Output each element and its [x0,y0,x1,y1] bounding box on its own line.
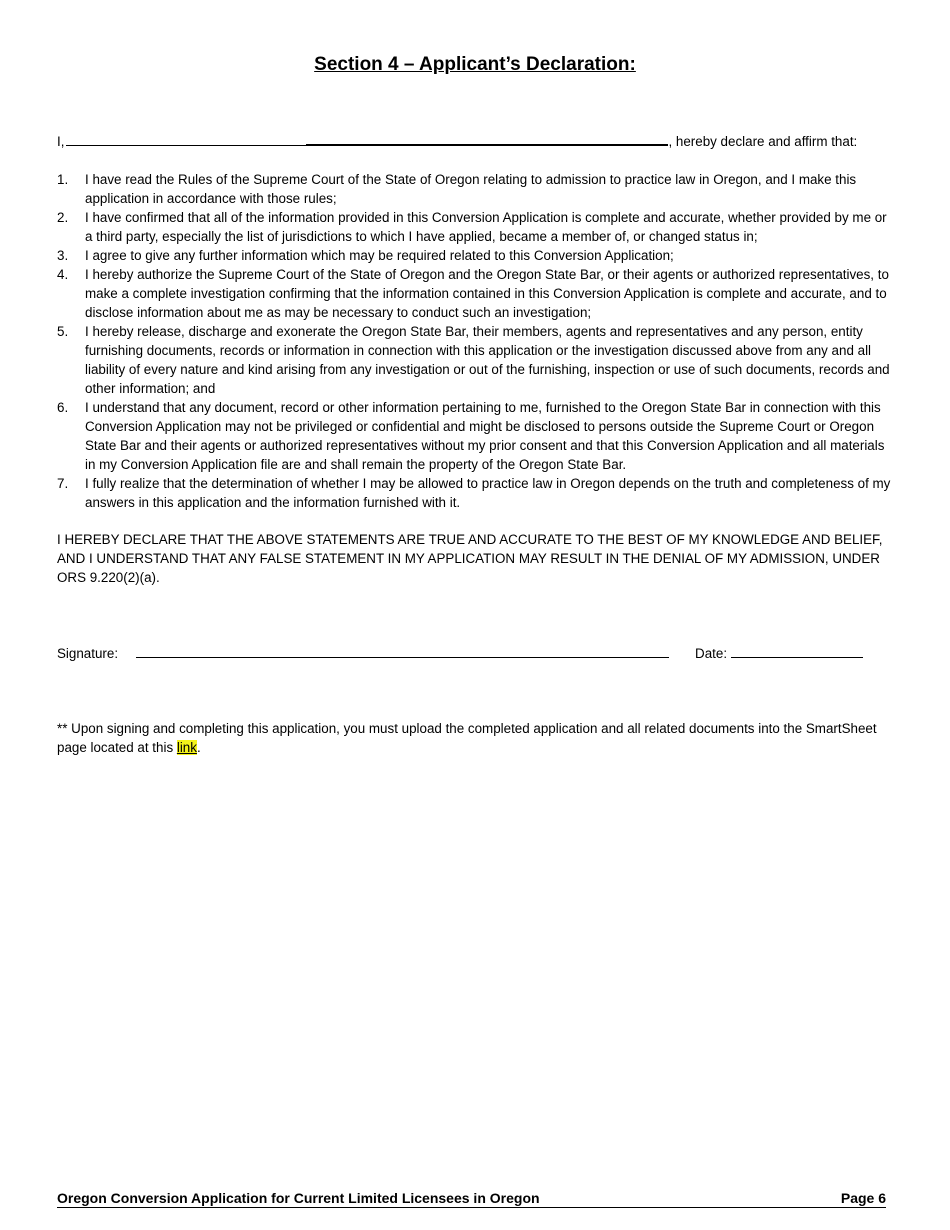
list-number: 5. [57,324,69,339]
declaration-line [57,132,892,151]
list-number: 4. [57,267,69,282]
declaration-list [57,170,893,512]
list-text: I have read the Rules of the Supreme Court of the State of Oregon relating to admission to practice law in Oregon, and I make this application in accordance with those rules; [85,172,857,206]
declaration-prefix: I, [57,134,65,149]
note-text: ** Upon signing and completing this application, you must upload the completed application and all related documents into the SmartSheet page located at this [57,721,877,755]
upload-note [57,719,887,757]
list-number: 7. [57,476,69,491]
page-footer [57,1189,886,1208]
list-item [57,170,893,208]
list-text: I fully realize that the determination of whether I may be allowed to practice law in Oregon depends on the truth and completeness of my answers in this application and the information furnished with it. [85,476,891,510]
section-title: Section 4 – Applicant’s Declaration: [314,54,636,75]
list-item [57,322,893,398]
list-item [57,208,893,246]
declaration-suffix: , hereby declare and affirm that: [668,134,858,149]
footer-title: Oregon Conversion Application for Current Limited Licensees in Oregon [57,1190,540,1206]
signature-row [57,644,887,663]
list-text: I hereby authorize the Supreme Court of the State of Oregon and the Oregon State Bar, or their agents or authorized representatives, to make a complete investigation confirming that the information contained in this Conversion Application is complete and accurate, and to disclose information about me as may be necessary to conduct such an investigation; [85,267,889,320]
list-text: I hereby release, discharge and exonerate the Oregon State Bar, their members, agents and representatives and any person, entity furnishing documents, records or information in connection with this application or the investigation discussed above from any and all liability of every nature and kind arising from any investigation or out of the furnishing, inspection or use of such documents, records and other information; and [85,324,890,396]
page-number: Page 6 [840,1190,886,1206]
date-field[interactable] [731,645,863,658]
list-text: I understand that any document, record or other information pertaining to me, furnished to the Oregon State Bar in connection with this Conversion Application may not be privileged or confidential and might be disclosed to persons outside the Supreme Court or Oregon State Bar and their agents or authorized representatives without my prior consent and that this Conversion Application and all materials in my Conversion Application file are and shall remain the property of the Oregon State Bar. [85,400,885,472]
list-item [57,398,893,474]
list-number: 2. [57,210,69,225]
list-item [57,246,893,265]
note-after: . [196,740,201,755]
list-number: 3. [57,248,69,263]
signature-field[interactable] [136,645,669,658]
list-number: 6. [57,400,69,415]
list-item [57,474,893,512]
signature-label: Signature: [57,646,119,661]
applicant-name-blank[interactable] [66,133,306,146]
list-text: I have confirmed that all of the information provided in this Conversion Application is complete and accurate, whether provided by me or a third party, especially the list of jurisdictions to which I have applied, became a member of, or changed status in; [85,210,887,244]
applicant-name-field[interactable] [306,132,668,146]
list-number: 1. [57,172,69,187]
list-item [57,265,893,322]
list-text: I agree to give any further information which may be required related to this Conversion Application; [85,248,674,263]
caps-statement: I HEREBY DECLARE THAT THE ABOVE STATEMENTS ARE TRUE AND ACCURATE TO THE BEST OF MY KNOWLEDGE AND BELIEF, AND I UNDERSTAND THAT ANY FALSE STATEMENT IN MY APPLICATION MAY RESULT IN THE DENIAL OF MY ADMISSION, UNDER ORS 9.220(2)(a). [57,532,883,585]
smartsheet-link[interactable]: link [176,740,197,755]
date-label: Date: [695,646,728,661]
